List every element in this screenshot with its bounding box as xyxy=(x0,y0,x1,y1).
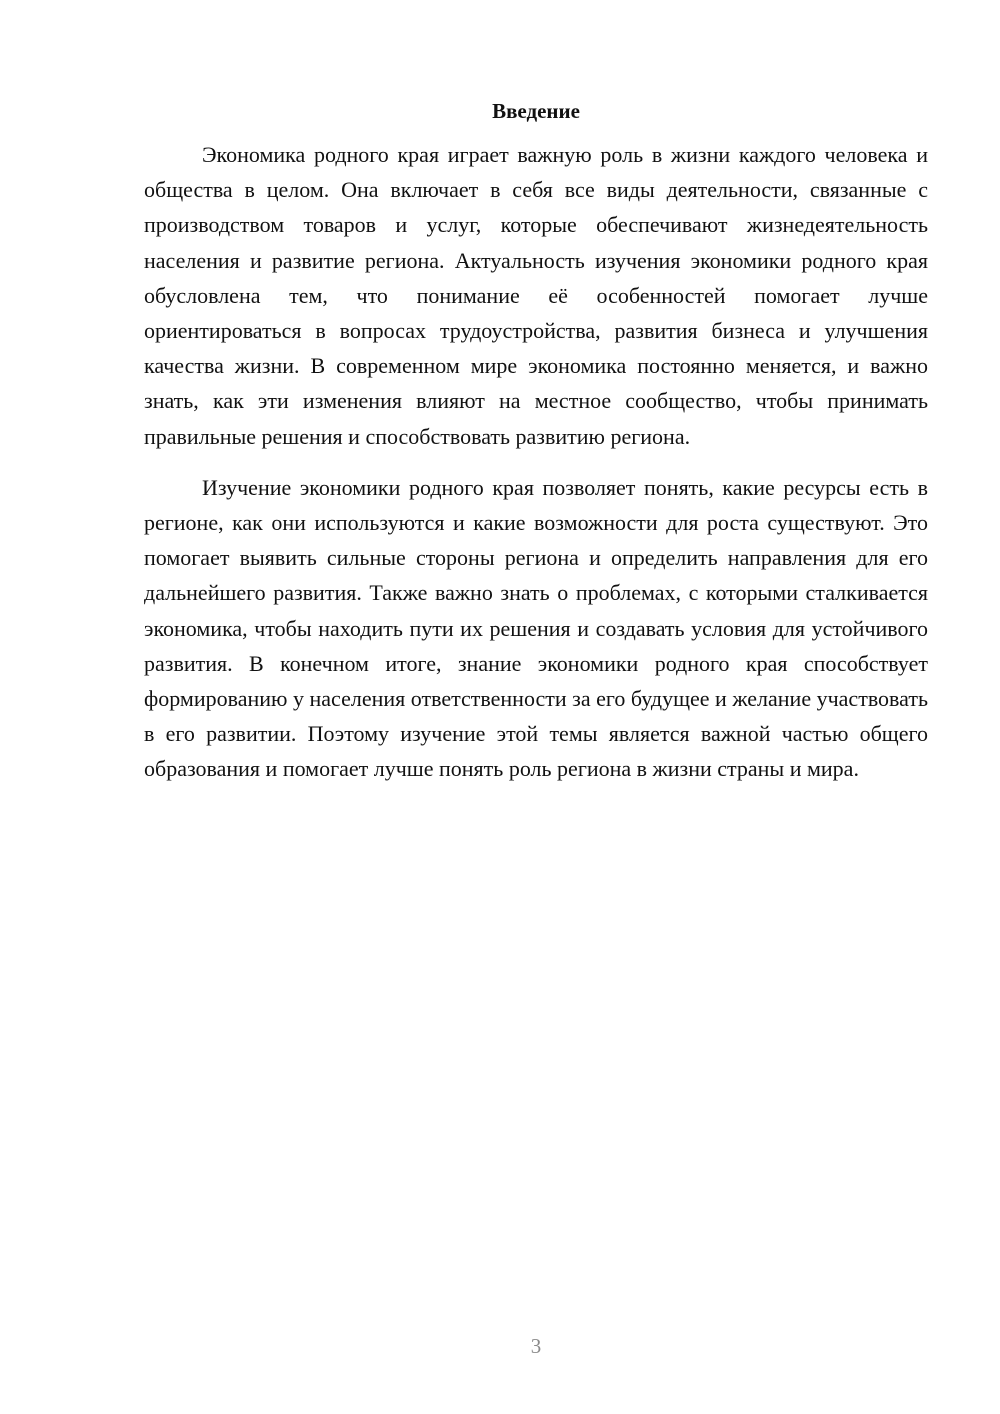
page-number: 3 xyxy=(530,1334,542,1358)
paragraph-1: Экономика родного края играет важную роль в жизни каждого человека и общества в целом. Она включает в себя все виды деятельности, связанные с производством товаров и услуг, которые обеспечивают жизнедеятельность населения и развитие региона. Актуальность изучения экономики родного края обусловлена тем, что понимание её особенностей помогает лучше ориентироваться в вопросах трудоустройства, развития бизнеса и улучшения качества жизни. В современном мире экономика постоянно меняется, и важно знать, как эти изменения влияют на местное сообщество, чтобы принимать правильные решения и способствовать развитию региона. xyxy=(144,142,928,449)
page-content xyxy=(144,96,928,787)
page-title: Введение xyxy=(492,99,580,123)
paragraph-2: Изучение экономики родного края позволяет понять, какие ресурсы есть в регионе, как они используются и какие возможности для роста существуют. Это помогает выявить сильные стороны региона и определить направления для его дальнейшего развития. Также важно знать о проблемах, с которыми сталкивается экономика, чтобы находить пути их решения и создавать условия для устойчивого развития. В конечном итоге, знание экономики родного края способствует формированию у населения ответственности за его будущее и желание участвовать в его развитии. Поэтому изучение этой темы является важной частью общего образования и помогает лучше понять роль региона в жизни страны и мира. xyxy=(144,474,928,782)
